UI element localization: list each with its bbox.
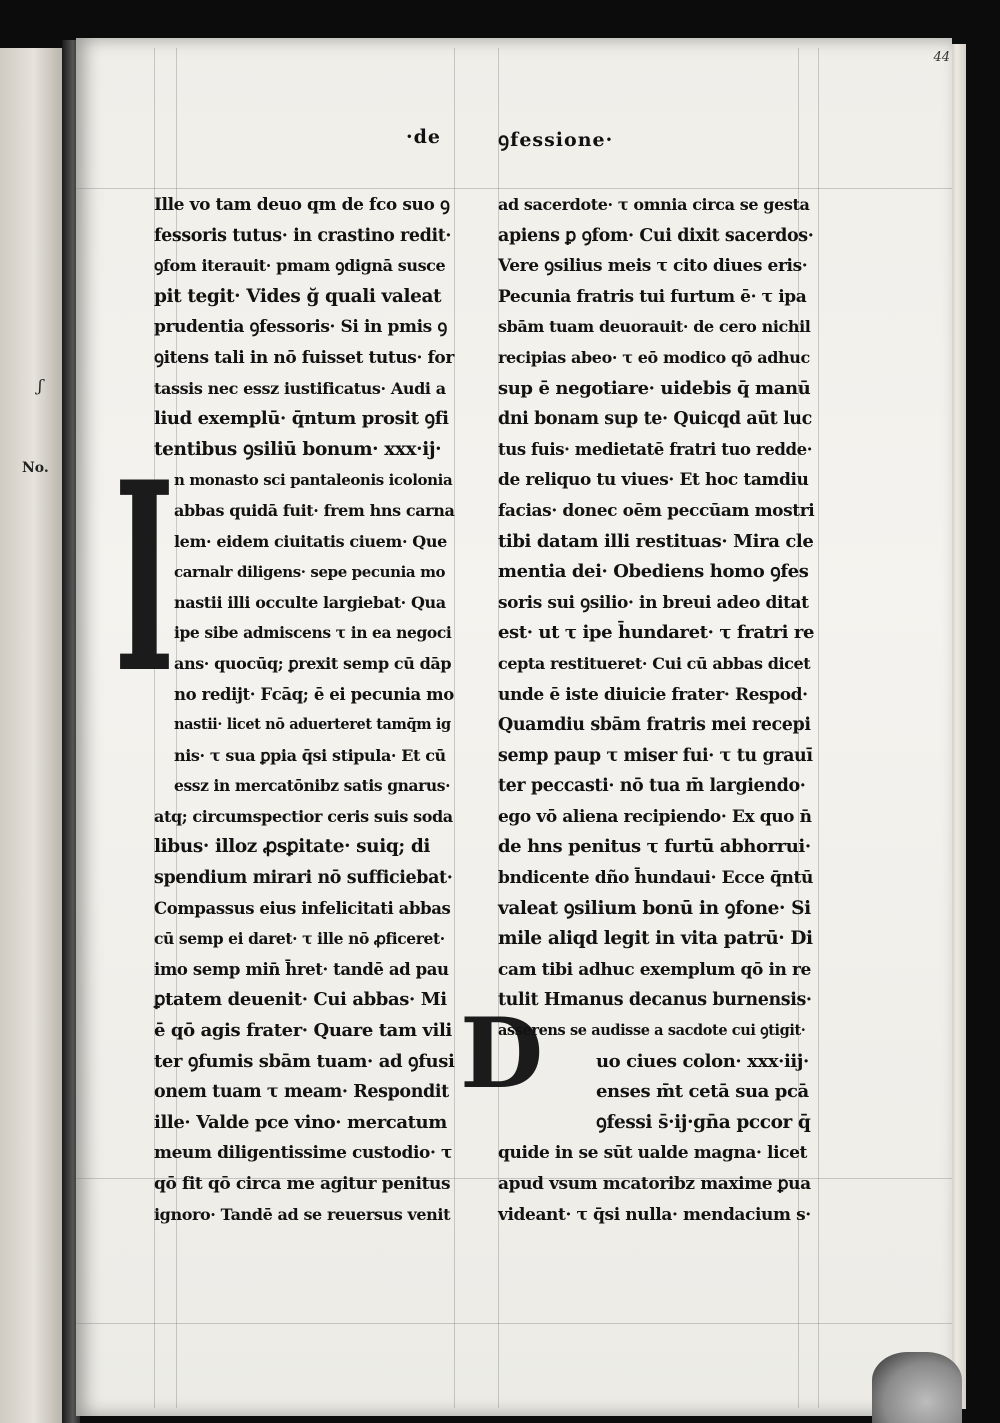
text-line: tibi datam illi restituas· Mira cle <box>498 530 814 552</box>
text-line: ille· Valde pce vino· mercatum <box>154 1111 447 1133</box>
text-line: unde ē iste diuicie frater· Respod· <box>498 684 808 705</box>
text-line: sup ē negotiare· uidebis q̄ manū <box>498 377 811 399</box>
running-head-left: ·de <box>406 126 441 148</box>
text-line: prudentia ꝯfessoris· Si in pmis ꝯ <box>154 317 447 338</box>
text-line: ipe sibe admiscens τ in ea negoci <box>174 623 452 643</box>
ruling-line <box>454 48 455 1408</box>
margin-flourish: ʃ <box>38 376 43 395</box>
text-line: pit tegit· Vides ğ quali valeat <box>154 285 442 307</box>
text-line: ad sacerdote· τ omnia circa se gesta <box>498 195 810 214</box>
text-line: asserens se audisse a sacdote cui ꝯtigit· <box>498 1022 806 1040</box>
margin-note: No. <box>22 460 49 476</box>
text-line: est· ut τ ipe h̄undaret· τ fratri re <box>498 622 815 644</box>
holding-thumb <box>872 1352 962 1423</box>
text-line: videant· τ q̄si nulla· mendacium s· <box>498 1204 811 1225</box>
text-line: abbas quidā fuit· frem hns carna <box>174 500 455 520</box>
text-line: Vere ꝯsilius meis τ cito diues eris· <box>498 256 808 277</box>
text-line: soris sui ꝯsilio· in breui adeo ditat <box>498 592 809 613</box>
text-line: tus fuis· medietatē fratri tuo redde· <box>498 439 813 459</box>
ruling-line <box>818 48 819 1408</box>
text-line: libus· illoz ꝓsꝑitate· suiq; di <box>154 836 431 858</box>
text-line: no redijt· Fcāq; ē ei pecunia mo <box>174 684 454 704</box>
text-line: nastii· licet nō aduerteret tamq̄m ig <box>174 716 451 734</box>
previous-page-edge <box>0 48 62 1423</box>
manuscript-page <box>76 38 952 1416</box>
text-line: valeat ꝯsilium bonū in ꝯfone· Si <box>498 897 811 919</box>
text-line: sbām tuam deuorauit· de cero nichil <box>498 317 811 337</box>
text-line: ter ꝯfumis sbām tuam· ad ꝯfusi <box>154 1050 455 1072</box>
ruling-line <box>76 188 952 189</box>
decorated-initial-d: D <box>460 997 544 1110</box>
text-line: semp paup τ miser fui· τ tu grauī <box>498 745 813 766</box>
text-line: bndicente dño h̄undaui· Ecce q̄ntū <box>498 868 813 889</box>
text-line: de reliquo tu viues· Et hoc tamdiu <box>498 470 809 491</box>
text-line: tassis nec essz iustificatus· Audi a <box>154 378 446 398</box>
text-column-left <box>154 190 454 1230</box>
text-line: essz in mercatōnibz satis gnarus· <box>174 776 451 796</box>
text-line: apud vsum mcatoribz maxime ꝑua <box>498 1174 811 1194</box>
decorated-initial-i: I <box>114 426 175 731</box>
text-line: tulit Hmanus decanus burnensis· <box>498 990 812 1011</box>
text-line: ans· quocūq; ꝑrexit semp cū dāp <box>174 653 452 673</box>
text-line: n monasto sci pantaleonis icolonia <box>174 471 453 490</box>
text-line: dni bonam sup te· Quicqd aūt luc <box>498 409 812 430</box>
text-line: spendium mirari nō sufficiebat· <box>154 868 453 889</box>
text-line: ter peccasti· nō tua m̄ largiendo· <box>498 776 806 797</box>
text-line: Quamdiu sbām fratris mei recepi <box>498 715 811 736</box>
text-line: cepta restitueret· Cui cū abbas dicet <box>498 653 811 673</box>
text-line: nis· τ sua ꝑpia q̄si stipula· Et cū <box>174 745 446 765</box>
text-line: ꝑtatem deuenit· Cui abbas· Mi <box>154 989 447 1011</box>
text-line: ē qō agis frater· Quare tam vili <box>154 1020 452 1042</box>
text-line: Ille vo tam deuo qm de fco suo ꝯ <box>154 195 450 215</box>
text-line: atq; circumspectior ceris suis soda <box>154 806 453 826</box>
text-line: facias· donec oēm peccūam mostri <box>498 500 815 521</box>
text-line: carnalr diligens· sepe pecunia mo <box>174 563 446 582</box>
ruling-line <box>76 1323 952 1324</box>
text-line: cū semp ei daret· τ ille nō ꝓficeret· <box>154 929 445 949</box>
text-line: tentibus ꝯsiliū bonum· xxx·ij· <box>154 438 442 460</box>
text-line: fessoris tutus· in crastino redit· <box>154 225 452 246</box>
text-line: apiens ꝑ ꝯfom· Cui dixit sacerdos· <box>498 225 814 246</box>
text-line: lem· eidem ciuitatis ciuem· Que <box>174 531 447 551</box>
text-line: ego vō aliena recipiendo· Ex quo n̄ <box>498 806 812 827</box>
running-head-right: ꝯfessione· <box>498 129 614 151</box>
text-line: imo semp min̄ h̄ret· tandē ad pau <box>154 959 449 979</box>
text-column-right <box>498 190 814 1230</box>
text-line: qō fit qō circa me agitur penitus <box>154 1174 451 1194</box>
text-line: mile aliqd legit in vita patrū· Di <box>498 928 813 950</box>
text-line: ꝯfessi s̄·ij·gn̄a pccor q̄ <box>596 1111 811 1133</box>
text-line: nastii illi occulte largiebat· Qua <box>174 592 446 612</box>
text-line: Compassus eius infelicitati abbas <box>154 898 451 918</box>
text-line: uo ciues colon· xxx·iij· <box>596 1050 809 1072</box>
text-line: cam tibi adhuc exemplum qō in re <box>498 959 811 980</box>
text-line: liud exemplū· q̄ntum prosit ꝯfi <box>154 408 449 430</box>
folio-number: 44 <box>933 50 950 65</box>
text-line: ꝯfom iterauit· pmam ꝯdignā susce <box>154 256 446 276</box>
text-line: recipias abeo· τ eō modico qō adhuc <box>498 347 810 367</box>
text-line: ignoro· Tandē ad se reuersus venit <box>154 1204 451 1224</box>
text-line: quide in se sūt ualde magna· licet <box>498 1143 807 1164</box>
text-line: meum diligentissime custodio· τ <box>154 1143 453 1164</box>
text-line: mentia dei· Obediens homo ꝯfes <box>498 561 809 583</box>
page-edge-strip <box>950 44 966 1409</box>
text-line: enses m̄t cetā sua pcā <box>596 1081 809 1103</box>
text-line: Pecunia fratris tui furtum ē· τ ipa <box>498 286 807 307</box>
text-line: ꝯitens tali in nō fuisset tutus· for <box>154 347 454 368</box>
text-line: onem tuam τ meam· Respondit <box>154 1082 449 1103</box>
text-line: de hns penitus τ furtū abhorrui· <box>498 836 811 858</box>
